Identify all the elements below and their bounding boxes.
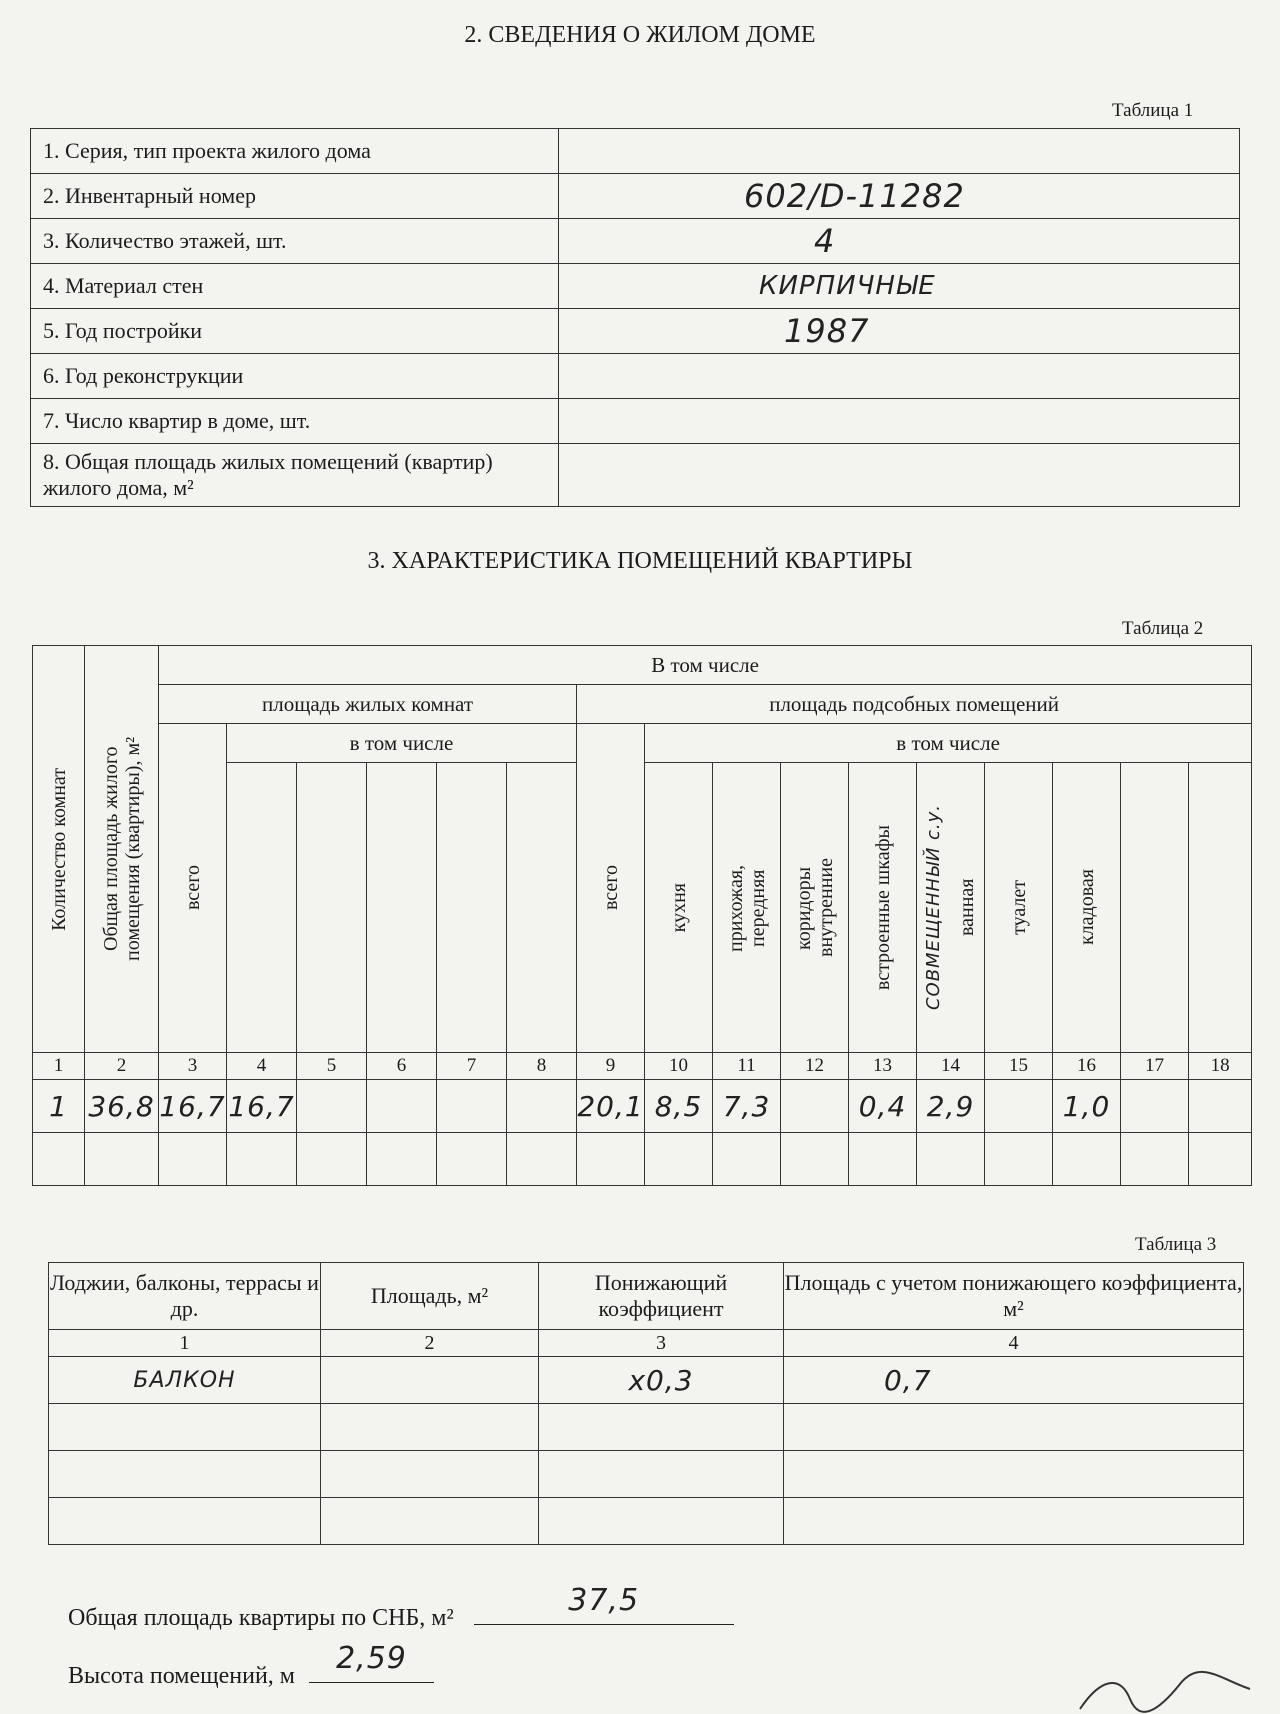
table-row	[49, 1263, 1244, 1330]
table-row: БАЛКОН х0,3 0,7	[49, 1357, 1244, 1404]
table-2-rooms	[32, 645, 1252, 1186]
table-row	[31, 399, 1240, 444]
data-row: 1 36,8 16,7 16,7 20,1 8,5 7,3 0,4 2,9 1,0	[33, 1080, 1252, 1133]
table-row	[31, 354, 1240, 399]
header-including: В том числе	[159, 646, 1252, 685]
table-row	[31, 129, 1240, 174]
table-1-house-info	[30, 128, 1240, 507]
table-3-balconies	[48, 1262, 1244, 1545]
header-storage: кладовая	[1053, 763, 1121, 1053]
header-coefficient: Понижающий коэффициент	[539, 1263, 784, 1330]
table-row	[49, 1404, 1244, 1451]
row-label: 7. Число квартир в доме, шт.	[31, 399, 559, 444]
column-numbers-row: 1 2 3 4 5 6 7 8 9 10 11 12 13 14 15 16 17 18	[33, 1053, 1252, 1080]
table-row	[33, 685, 1252, 724]
table-row	[31, 444, 1240, 507]
row-value	[559, 129, 1240, 174]
row-label: 5. Год постройки	[31, 309, 559, 354]
header-rooms-count: Количество комнат	[33, 646, 85, 1053]
row-label: 8. Общая площадь жилых помещений (квартир) жилого дома, м²	[31, 444, 559, 507]
table3-label: Таблица 3	[1135, 1234, 1217, 1255]
table-row	[31, 264, 1240, 309]
total-area-label: Общая площадь квартиры по СНБ, м²	[68, 1605, 454, 1631]
signature-mark	[1060, 1669, 1260, 1714]
column-numbers-row: 1 2 3 4	[49, 1330, 1244, 1357]
header-aux-area: площадь подсобных помещений	[577, 685, 1252, 724]
header-of-which-living: в том числе	[227, 724, 577, 763]
table1-label: Таблица 1	[1112, 100, 1194, 121]
header-kitchen: кухня	[645, 763, 713, 1053]
row-value	[559, 354, 1240, 399]
row-label: 1. Серия, тип проекта жилого дома	[31, 129, 559, 174]
header-bathroom: СОВМЕЩЕННЫЙ с.у. ванная	[917, 763, 985, 1053]
room-height-label: Высота помещений, м	[68, 1663, 295, 1689]
build-year-value: 1987	[559, 309, 1240, 354]
total-area-line	[68, 1583, 734, 1632]
row-label: 6. Год реконструкции	[31, 354, 559, 399]
wall-material-value: КИРПИЧНЫЕ	[559, 264, 1240, 309]
header-hallway: прихожая, передняя	[713, 763, 781, 1053]
row-value	[559, 399, 1240, 444]
header-corridors: коридоры внутренние	[781, 763, 849, 1053]
table-row	[33, 646, 1252, 685]
room-height-value: 2,59	[336, 1641, 407, 1676]
inventory-number-value: 602/D-11282	[559, 174, 1240, 219]
header-area: Площадь, м²	[321, 1263, 539, 1330]
header-of-which-aux: в том числе	[645, 724, 1252, 763]
table-row	[49, 1498, 1244, 1545]
bathroom-note: СОВМЕЩЕННЫЙ с.у.	[922, 804, 944, 1011]
total-area-value: 37,5	[568, 1583, 640, 1618]
table-row	[49, 1451, 1244, 1498]
section3-title: 3. ХАРАКТЕРИСТИКА ПОМЕЩЕНИЙ КВАРТИРЫ	[367, 548, 913, 574]
header-living-area: площадь жилых комнат	[159, 685, 577, 724]
table2-label: Таблица 2	[1122, 618, 1204, 639]
section2-title: 2. СВЕДЕНИЯ О ЖИЛОМ ДОМЕ	[464, 22, 816, 48]
table-row	[31, 309, 1240, 354]
table-row	[31, 219, 1240, 264]
row-label: 3. Количество этажей, шт.	[31, 219, 559, 264]
table-row	[31, 174, 1240, 219]
header-toilet: туалет	[985, 763, 1053, 1053]
header-total-living: всего	[159, 724, 227, 1053]
header-loggias: Лоджии, балконы, террасы и др.	[49, 1263, 321, 1330]
header-closets: встроенные шкафы	[849, 763, 917, 1053]
table-row	[33, 724, 1252, 763]
row-label: 4. Материал стен	[31, 264, 559, 309]
header-reduced-area: Площадь с учетом понижающего коэффициента, м²	[784, 1263, 1244, 1330]
header-total-area: Общая площадь жилого помещения (квартиры), м²	[85, 646, 159, 1053]
header-total-aux: всего	[577, 724, 645, 1053]
room-height-line	[68, 1641, 434, 1690]
row-label: 2. Инвентарный номер	[31, 174, 559, 219]
empty-row	[33, 1133, 1252, 1186]
floors-value: 4	[559, 219, 1240, 264]
row-value	[559, 444, 1240, 507]
